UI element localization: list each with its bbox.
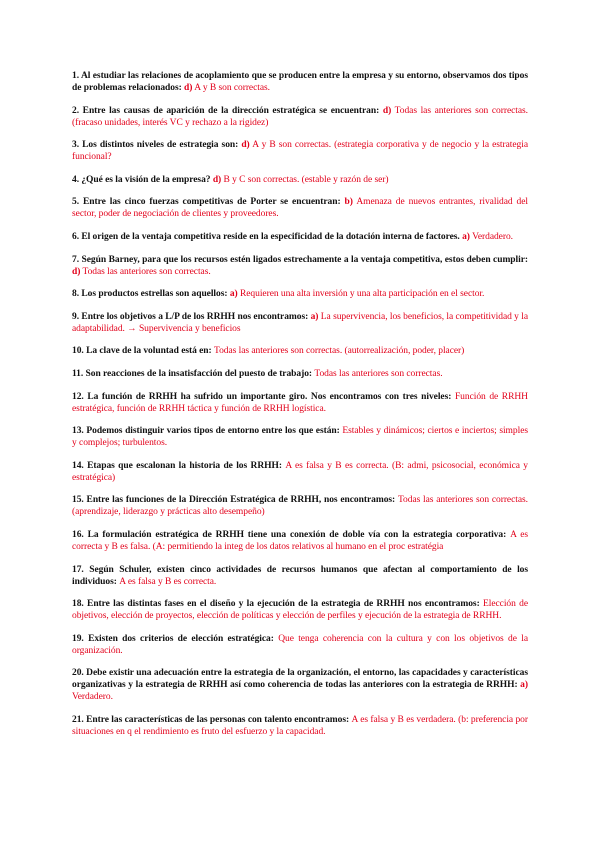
answer-text: A es falsa y B es correcta. (B: admi, psicosocial, económica y estratégica) <box>72 460 528 483</box>
question-number: 6. <box>72 231 80 242</box>
question-number: 4. <box>72 174 80 185</box>
answer-option: d) <box>241 140 250 151</box>
answer-option: a) <box>520 680 528 691</box>
answer <box>462 232 513 242</box>
answer-text: Todas las anteriores son correctas. (aprendizaje, liderazgo y prácticas alto desempeño) <box>72 495 528 518</box>
question-item <box>72 425 528 449</box>
question-number: 11. <box>72 368 84 379</box>
question-number: 1. <box>72 71 80 81</box>
answer-text: Elección de objetivos, elección de proyectos, elección de políticas y elección de perfiles y ejecución de la estrategia de RRHH. <box>72 599 528 622</box>
question-item <box>72 598 528 622</box>
answer-option: a) <box>229 289 238 300</box>
question-text: Entre las funciones de la Dirección Estratégica de RRHH, nos encontramos: <box>86 495 396 506</box>
answer-text: Requieren una alta inversión y una alta participación en el sector. <box>239 289 485 300</box>
question-text: ¿Qué es la visión de la empresa? <box>81 174 211 185</box>
answer-text: Verdadero. <box>72 692 113 703</box>
question-item <box>72 391 528 415</box>
answer <box>119 577 216 587</box>
answer-text: Amenaza de nuevos entrantes, rivalidad del sector, poder de negociación de clientes y proveedores. <box>72 197 529 220</box>
question-item <box>72 174 528 186</box>
question-number: 15. <box>72 495 84 506</box>
question-text: La clave de la voluntad está en: <box>86 346 212 357</box>
question-item <box>72 714 528 738</box>
question-number: 2. <box>72 105 80 116</box>
question-number: 7. <box>72 254 80 265</box>
question-text: Son reacciones de la insatisfacción del puesto de trabajo: <box>85 368 313 379</box>
answer-text: A y B son correctas. <box>194 83 270 93</box>
question-text: Debe existir una adecuación entre la estrategia de la organización, el entorno, las capacidades y características organizativas y la estrategia de RRHH así como coherencia de todas las anteriores con la estrategia de RRHH: <box>72 668 528 691</box>
question-number: 16. <box>72 529 84 540</box>
question-number: 19. <box>72 633 84 644</box>
question-item <box>72 139 528 163</box>
question-number: 14. <box>72 460 84 471</box>
question-text: La función de RRHH ha sufrido un importante giro. Nos encontramos con tres niveles: <box>87 391 452 402</box>
answer-option: a) <box>462 231 470 242</box>
question-item <box>72 368 528 380</box>
answer-text: A y B son correctas. (estrategia corporativa y de negocio y la estrategia funcional? <box>72 140 528 163</box>
question-item <box>72 105 528 129</box>
question-item <box>72 667 528 703</box>
answer-text: Estables y dinámicos; ciertos e inciertos; simples y complejos; turbulentos. <box>72 426 529 449</box>
question-text: Entre las características de las personas con talento encontramos: <box>86 714 350 725</box>
question-text: El origen de la ventaja competitiva reside en la especificidad de la dotación interna de factores. <box>81 231 460 242</box>
question-text: Entre las cinco fuerzas competitivas de Porter se encuentran: <box>82 197 341 208</box>
question-number: 8. <box>72 289 80 300</box>
answer <box>213 175 389 185</box>
answer-text: Todas las anteriores son correctas. <box>82 266 211 277</box>
question-text: Entre los objetivos a L/P de los RRHH nos encontramos: <box>81 311 309 322</box>
question-number: 5. <box>72 197 80 208</box>
question-item <box>72 345 528 357</box>
question-text: Entre las distintas fases en el diseño y la ejecución de la estrategia de RRHH nos encontramos: <box>87 599 480 610</box>
question-number: 12. <box>72 391 84 402</box>
question-text: Según Schuler, existen cinco actividades de recursos humanos que afectan al comportamiento de los individuos: <box>72 564 529 587</box>
question-item <box>72 288 528 300</box>
question-item <box>72 70 528 94</box>
question-text: La formulación estratégica de RRHH tiene una conexión de doble vía con la estrategia corporativa: <box>87 529 507 540</box>
question-item <box>72 231 528 243</box>
answer-option: d) <box>72 266 81 277</box>
question-number: 18. <box>72 599 84 610</box>
answer <box>214 346 464 356</box>
answer-option: d) <box>212 174 222 185</box>
question-text: Los distintos niveles de estrategia son: <box>82 140 239 151</box>
answer-option: d) <box>184 83 193 93</box>
answer <box>230 289 485 299</box>
answer-text: Función de RRHH estratégica, función de RRHH táctica y función de RRHH logística. <box>72 391 528 414</box>
question-item <box>72 311 528 335</box>
question-number: 21. <box>72 714 84 725</box>
question-text: Según Barney, para que los recursos estén ligados estrechamente a la ventaja competitiva, estos deben cumplir: <box>81 254 528 265</box>
answer-text: A es falsa y B es correcta. <box>119 576 217 587</box>
question-item <box>72 529 528 553</box>
answer-text: Todas las anteriores son correctas. <box>314 368 443 379</box>
question-item <box>72 633 528 657</box>
question-text: Etapas que escalonan la historia de los RRHH: <box>87 460 282 471</box>
question-number: 13. <box>72 426 84 437</box>
answer <box>72 267 211 277</box>
question-text: Los productos estrellas son aquellos: <box>81 289 228 300</box>
answer-text: B y C son correctas. (estable y razón de ser) <box>223 174 389 185</box>
question-item <box>72 460 528 484</box>
answer-text: A es correcta y B es falsa. (A: permitiendo la integ de los datos relativos al humano en el proc estratégia <box>72 529 529 552</box>
answer-text: Todas las anteriores son correctas. (autorrealización, poder, placer) <box>213 346 465 357</box>
question-text: Existen dos criterios de elección estratégica: <box>88 633 274 644</box>
question-item <box>72 564 528 588</box>
question-list <box>72 70 528 748</box>
question-item <box>72 494 528 518</box>
answer <box>184 83 270 93</box>
question-number: 17. <box>72 564 84 575</box>
answer-text: Que tenga coherencia con la cultura y con los objetivos de la organización. <box>72 633 528 656</box>
question-number: 9. <box>72 311 80 322</box>
question-item <box>72 196 528 220</box>
answer-text: A es falsa y B es verdadera. (b: preferencia por situaciones en q el rendimiento es fruto del esfuerzo y la capacidad. <box>72 714 528 737</box>
answer <box>314 369 442 379</box>
answer-option: a) <box>310 311 319 322</box>
question-text: Entre las causas de aparición de la dirección estratégica se encuentran: <box>82 105 380 116</box>
answer-text: La supervivencia, los beneficios, la competitividad y la adaptabilidad. → Supervivencia y beneficios <box>72 311 529 334</box>
answer-text: Verdadero. <box>472 231 513 242</box>
question-number: 3. <box>72 140 80 151</box>
answer-option: b) <box>344 197 353 208</box>
question-number: 10. <box>72 346 84 357</box>
answer-text: Todas las anteriores son correctas. (fracaso unidades, interés VC y rechazo a la rigidez) <box>72 105 529 128</box>
question-text: Podemos distinguir varios tipos de entorno entre los que están: <box>86 426 340 437</box>
question-item <box>72 254 528 278</box>
question-number: 20. <box>72 668 84 679</box>
question-text: Al estudiar las relaciones de acoplamiento que se producen entre la empresa y su entorno, observamos dos tipos de problemas relacionados: <box>72 71 528 93</box>
answer-option: d) <box>382 105 392 116</box>
